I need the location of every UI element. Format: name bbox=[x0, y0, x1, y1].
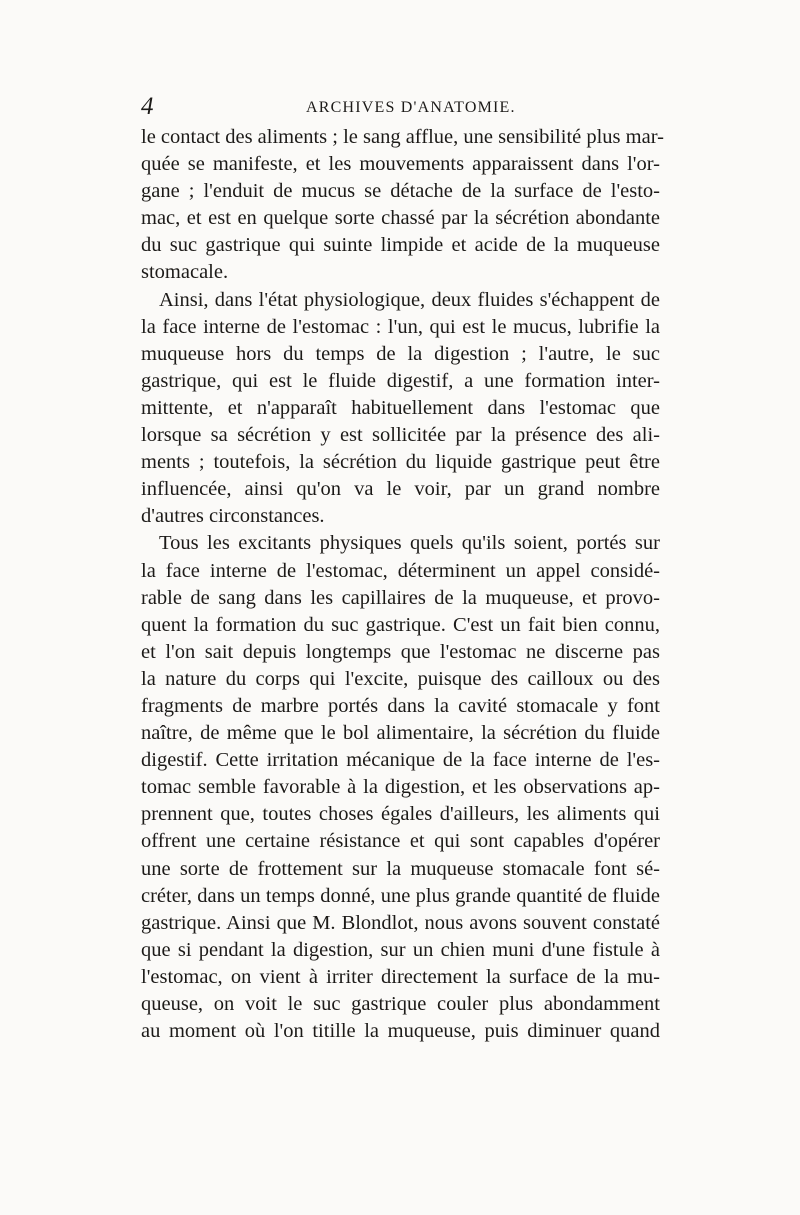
body-text bbox=[141, 124, 664, 1045]
text-line: ments ; toutefois, la sécrétion du liquide gastrique peut être bbox=[141, 451, 660, 474]
text-line: gastrique, qui est le fluide digestif, a une formation inter- bbox=[141, 369, 660, 392]
running-head bbox=[141, 92, 661, 122]
text-line: queuse, on voit le suc gastrique couler plus abondamment bbox=[141, 993, 660, 1015]
text-line: d'autres circonstances. bbox=[141, 505, 325, 528]
text-line: la face interne de l'estomac, déterminent un appel considé- bbox=[141, 559, 660, 582]
text-line: influencée, ainsi qu'on va le voir, par un grand nombre bbox=[141, 478, 660, 501]
text-line: stomacale. bbox=[141, 261, 229, 284]
text-line: prennent que, toutes choses égales d'ailleurs, les aliments qui bbox=[141, 803, 660, 826]
text-line: tomac semble favorable à la digestion, et les observations ap- bbox=[141, 776, 660, 799]
text-line: gane ; l'enduit de mucus se détache de la surface de l'esto- bbox=[141, 180, 660, 203]
text-line: et l'on sait depuis longtemps que l'estomac ne discerne pas bbox=[141, 640, 660, 663]
text-line: créter, dans un temps donné, une plus grande quantité de fluide bbox=[141, 884, 660, 907]
text-line: au moment où l'on titille la muqueuse, puis diminuer quand bbox=[141, 1020, 660, 1043]
text-line: mac, et est en quelque sorte chassé par la sécrétion abondante bbox=[141, 207, 660, 230]
text-line: muqueuse hors du temps de la digestion ; l'autre, le suc bbox=[141, 342, 660, 365]
text-line: gastrique. Ainsi que M. Blondlot, nous avons souvent constaté bbox=[141, 911, 660, 934]
page-number: 4 bbox=[141, 93, 154, 120]
text-line: la nature du corps qui l'excite, puisque des cailloux ou des bbox=[141, 667, 660, 690]
text-line: le contact des aliments ; le sang afflue, une sensibilité plus mar- bbox=[141, 126, 664, 148]
text-line: lorsque sa sécrétion y est sollicitée par la présence des ali- bbox=[141, 424, 660, 447]
text-line: du suc gastrique qui suinte limpide et acide de la muqueuse bbox=[141, 234, 660, 257]
text-line: fragments de marbre portés dans la cavité stomacale y font bbox=[141, 694, 660, 717]
text-line: l'estomac, on vient à irriter directement la surface de la mu- bbox=[141, 965, 660, 988]
running-title: ARCHIVES D'ANATOMIE. bbox=[306, 99, 516, 116]
text-line: Tous les excitants physiques quels qu'ils soient, portés sur bbox=[159, 532, 660, 555]
text-line: rable de sang dans les capillaires de la muqueuse, et provo- bbox=[141, 586, 660, 609]
text-line: quée se manifeste, et les mouvements apparaissent dans l'or- bbox=[141, 153, 660, 176]
text-line: mittente, et n'apparaît habituellement dans l'estomac que bbox=[141, 396, 660, 419]
text-line: offrent une certaine résistance et qui sont capables d'opérer bbox=[141, 830, 660, 853]
text-line: que si pendant la digestion, sur un chien muni d'une fistule à bbox=[141, 938, 660, 961]
text-line: digestif. Cette irritation mécanique de la face interne de l'es- bbox=[141, 749, 660, 772]
text-line: quent la formation du suc gastrique. C'est un fait bien connu, bbox=[141, 613, 660, 636]
text-line: Ainsi, dans l'état physiologique, deux fluides s'échappent de bbox=[159, 288, 660, 311]
text-line: naître, de même que le bol alimentaire, la sécrétion du fluide bbox=[141, 722, 660, 745]
text-line: la face interne de l'estomac : l'un, qui est le mucus, lubrifie la bbox=[141, 315, 660, 338]
text-line: une sorte de frottement sur la muqueuse stomacale font sé- bbox=[141, 857, 660, 880]
